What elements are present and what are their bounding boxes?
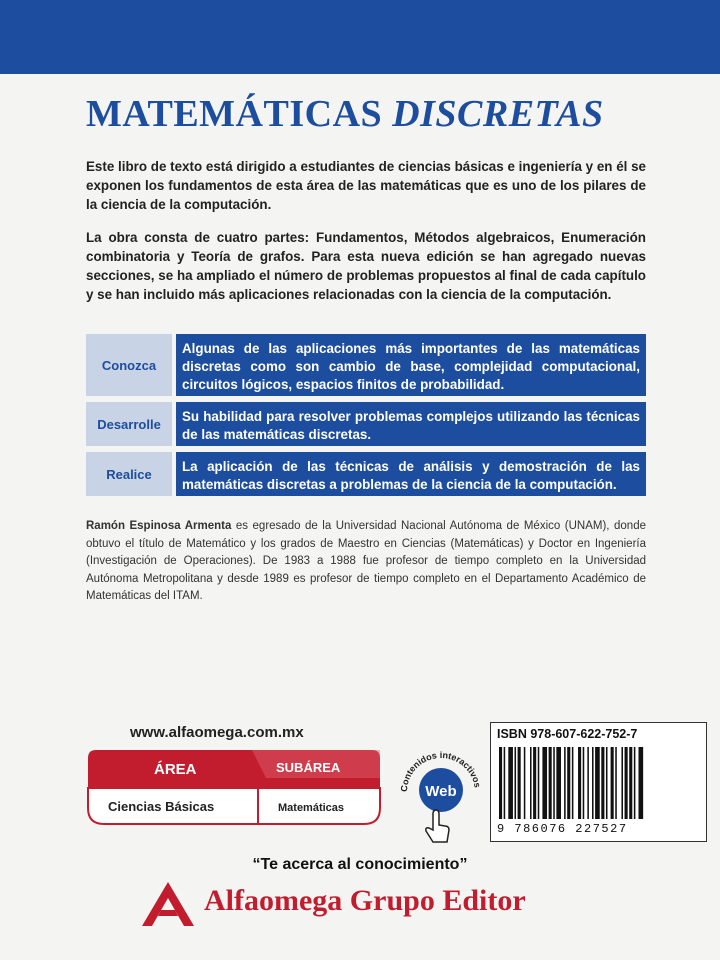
barcode-bar bbox=[564, 747, 566, 819]
publisher-logo bbox=[140, 880, 600, 930]
barcode-bar bbox=[592, 747, 594, 819]
barcode-bar bbox=[625, 747, 628, 819]
barcode-bar bbox=[524, 747, 526, 819]
feature-text: Algunas de las aplicaciones más importantes de las matemáticas discretas como son cambio de base, complejidad computacional, circuitos lógicos, espacios finitos de probabilidad. bbox=[176, 334, 646, 396]
title-part-1: MATEMÁTICAS bbox=[86, 93, 383, 135]
description-paragraph-2: La obra consta de cuatro partes: Fundamentos, Métodos algebraicos, Enumeración combinatoria y Teoría de grafos. Para esta nueva edición se han agregado nuevas secciones, se ha ampliado el número de problemas propuestos al final de cada capítulo y se han incluido más aplicaciones relacionadas con la ciencia de la computación. bbox=[86, 230, 646, 302]
barcode-bar bbox=[615, 747, 617, 819]
barcode-bar bbox=[572, 747, 574, 819]
top-color-band bbox=[0, 0, 720, 74]
area-value: Ciencias Básicas bbox=[108, 799, 215, 814]
book-title bbox=[86, 92, 604, 136]
barcode-bar bbox=[530, 747, 532, 819]
feature-text: Su habilidad para resolver problemas complejos utilizando las técnicas de las matemáticas discretas. bbox=[176, 402, 646, 446]
author-bio-text: es egresado de la Universidad Nacional Autónoma de México (UNAM), donde obtuvo el título de Matemático y los grados de Maestro en Ciencias (Matemáticas) y Doctor en Ingeniería (Investigación de Operaciones). De 1983 a 1988 fue profesor de tiempo completo en la Universidad Autónoma Metropolitana y desde 1989 es profesor de tiempo completo en el Departamento Académico de Matemáticas del ITAM. bbox=[86, 520, 646, 602]
subarea-value: Matemáticas bbox=[278, 802, 345, 814]
barcode-bar bbox=[634, 747, 636, 819]
tagline: “Te acerca al conocimiento” bbox=[252, 856, 468, 873]
barcode-bar bbox=[518, 747, 521, 819]
feature-row bbox=[86, 452, 646, 496]
barcode bbox=[497, 747, 699, 821]
barcode-bar bbox=[595, 747, 600, 819]
barcode-bar bbox=[629, 747, 632, 819]
publisher-name: Alfaomega Grupo Editor bbox=[204, 884, 526, 917]
website-url[interactable]: www.alfaomega.com.mx bbox=[130, 724, 304, 741]
barcode-bar bbox=[606, 747, 608, 819]
barcode-bar bbox=[508, 747, 513, 819]
barcode-bar bbox=[583, 747, 585, 819]
subarea-label: SUBÁREA bbox=[276, 760, 341, 775]
barcode-bar bbox=[567, 747, 570, 819]
author-name: Ramón Espinosa Armenta bbox=[86, 520, 232, 532]
web-badge-arc-text: Contenidos interactivos bbox=[398, 749, 483, 793]
barcode-bar bbox=[504, 747, 506, 819]
barcode-bar bbox=[639, 747, 644, 819]
description-paragraph-1: Este libro de texto está dirigido a estudiantes de ciencias básicas e ingeniería y en él se exponen los fundamentos de esta área de las matemáticas que es uno de los pilares de la ciencia de la computación. bbox=[86, 159, 646, 212]
barcode-bar bbox=[556, 747, 561, 819]
barcode-bar bbox=[601, 747, 604, 819]
barcode-bar bbox=[515, 747, 517, 819]
barcode-bar bbox=[621, 747, 623, 819]
feature-row bbox=[86, 334, 646, 396]
barcode-bar bbox=[549, 747, 552, 819]
alfaomega-a-logo bbox=[140, 880, 196, 928]
web-badge-label: Web bbox=[425, 783, 457, 800]
feature-row bbox=[86, 402, 646, 446]
barcode-bar bbox=[538, 747, 540, 819]
barcode-bar bbox=[587, 747, 589, 819]
barcode-bar bbox=[499, 747, 502, 819]
feature-label: Realice bbox=[86, 452, 172, 496]
area-subarea-panel bbox=[86, 748, 382, 826]
isbn-box bbox=[490, 722, 707, 842]
web-badge[interactable] bbox=[395, 730, 485, 860]
barcode-bar bbox=[533, 747, 536, 819]
barcode-bar bbox=[611, 747, 614, 819]
pointer-hand-icon bbox=[426, 810, 449, 842]
barcode-bar bbox=[578, 747, 581, 819]
feature-label: Desarrolle bbox=[86, 402, 172, 446]
feature-text: La aplicación de las técnicas de análisis y demostración de las matemáticas discretas a problemas de la ciencia de la computación. bbox=[176, 452, 646, 496]
feature-label: Conozca bbox=[86, 334, 172, 396]
author-bio bbox=[86, 518, 646, 606]
barcode-bar bbox=[553, 747, 555, 819]
isbn-digits: 9 786076 227527 bbox=[497, 822, 628, 836]
isbn-text: ISBN 978-607-622-752-7 bbox=[497, 727, 638, 741]
barcode-bar bbox=[542, 747, 547, 819]
title-part-2: DISCRETAS bbox=[392, 93, 604, 135]
area-label: ÁREA bbox=[154, 761, 197, 778]
features-table bbox=[86, 334, 646, 502]
